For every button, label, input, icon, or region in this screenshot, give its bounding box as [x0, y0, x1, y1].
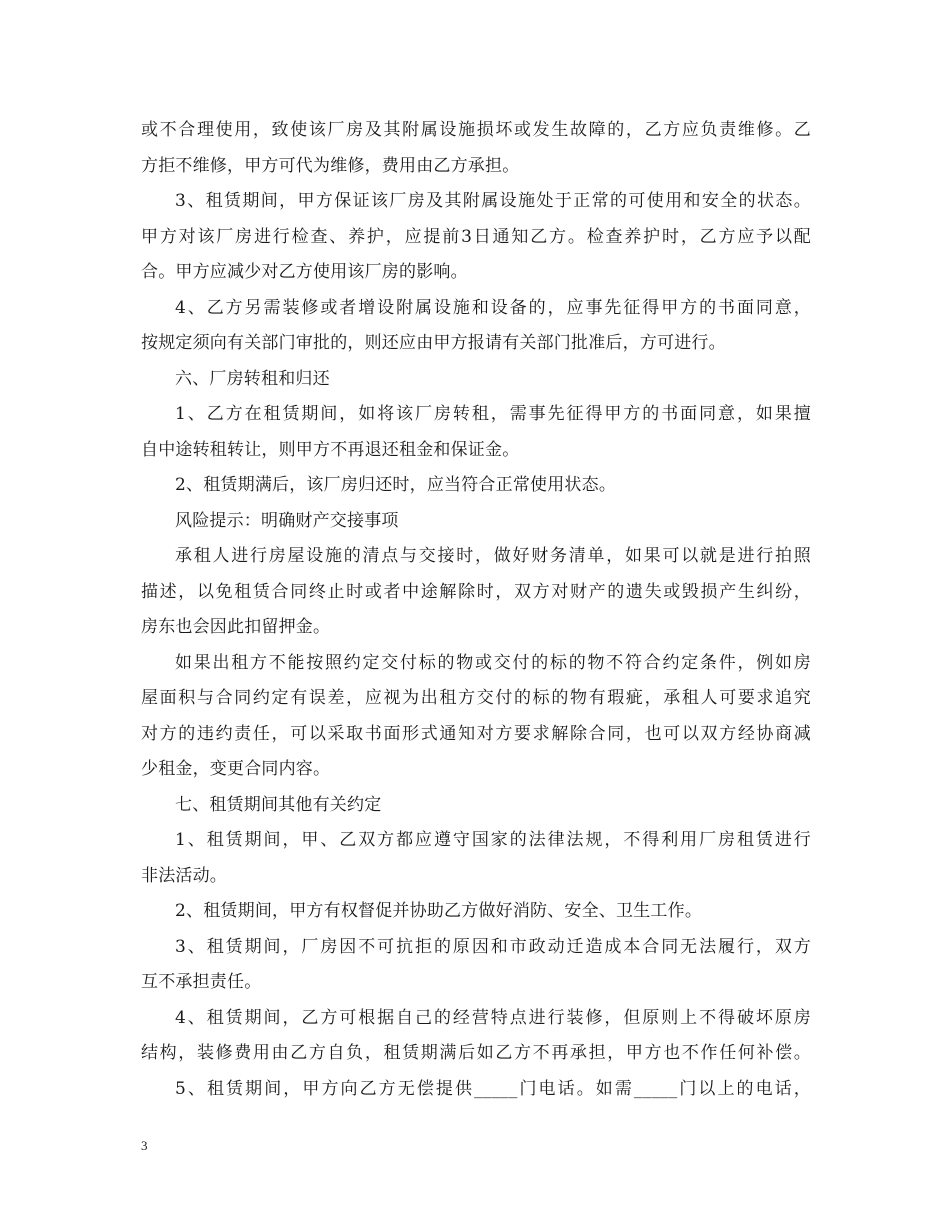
text-line: 甲方对该厂房进行检查、养护，应提前3日通知乙方。检查养护时，乙方应予以配: [141, 226, 811, 247]
document-body: [141, 113, 811, 1107]
text-line: 合。甲方应减少对乙方使用该厂房的影响。: [141, 262, 468, 282]
text-line: 2、租赁期满后，该厂房归还时，应当符合正常使用状态。: [175, 475, 617, 495]
text-line: 4、租赁期间，乙方可根据自己的经营特点进行装修，但原则上不得破坏原房: [175, 1007, 811, 1028]
text-line: 少租金，变更合同内容。: [141, 759, 331, 779]
text-line: 结构，装修费用由乙方自负，租赁期满后如乙方不再承担，甲方也不作任何补偿。: [141, 1043, 811, 1063]
text-line: 3、租赁期间，甲方保证该厂房及其附属设施处于正常的可使用和安全的状态。: [175, 191, 811, 211]
risk-tip-heading: 风险提示：明确财产交接事项: [175, 510, 399, 531]
text-line: 或不合理使用，致使该厂房及其附属设施损坏或发生故障的，乙方应负责维修。乙: [141, 120, 811, 140]
text-line: 4、乙方另需装修或者增设附属设施和设备的，应事先征得甲方的书面同意，: [175, 297, 811, 318]
text-line: 如果出租方不能按照约定交付标的物或交付的标的物不符合约定条件，例如房: [175, 652, 811, 673]
text-line: 自中途转租转让，则甲方不再退还租金和保证金。: [141, 439, 520, 460]
text-line: 1、乙方在租赁期间，如将该厂房转租，需事先征得甲方的书面同意，如果擅: [175, 404, 811, 424]
page-number: 3: [141, 1138, 148, 1153]
text-line: 方拒不维修，甲方可代为维修，费用由乙方承担。: [141, 155, 520, 176]
text-line: 房东也会因此扣留押金。: [141, 617, 331, 637]
section-heading: 六、厂房转租和归还: [175, 368, 330, 389]
text-line: 承租人进行房屋设施的清点与交接时，做好财务清单，如果可以就是进行拍照: [175, 546, 811, 566]
text-line: 3、租赁期间，厂房因不可抗拒的原因和市政动迁造成本合同无法履行，双方: [175, 936, 811, 957]
text-line: 2、租赁期间，甲方有权督促并协助乙方做好消防、安全、卫生工作。: [175, 901, 703, 921]
text-line: 互不承担责任。: [141, 972, 262, 992]
text-line: 按规定须向有关部门审批的，则还应由甲方报请有关部门批准后，方可进行。: [141, 333, 726, 353]
text-line: 5、租赁期间，甲方向乙方无偿提供_____门电话。如需_____门以上的电话，: [175, 1078, 811, 1099]
section-heading: 七、租赁期间其他有关约定: [175, 794, 382, 815]
text-line: 对方的违约责任，可以采取书面形式通知对方要求解除合同，也可以双方经协商减: [141, 723, 811, 744]
text-line: 描述，以免租赁合同终止时或者中途解除时，双方对财产的遗失或毁损产生纠纷，: [141, 581, 811, 602]
text-line: 1、租赁期间，甲、乙双方都应遵守国家的法律法规，不得利用厂房租赁进行: [175, 830, 811, 850]
text-line: 屋面积与合同约定有误差，应视为出租方交付的标的物有瑕疵，承租人可要求追究: [141, 688, 811, 708]
text-line: 非法活动。: [141, 865, 227, 886]
